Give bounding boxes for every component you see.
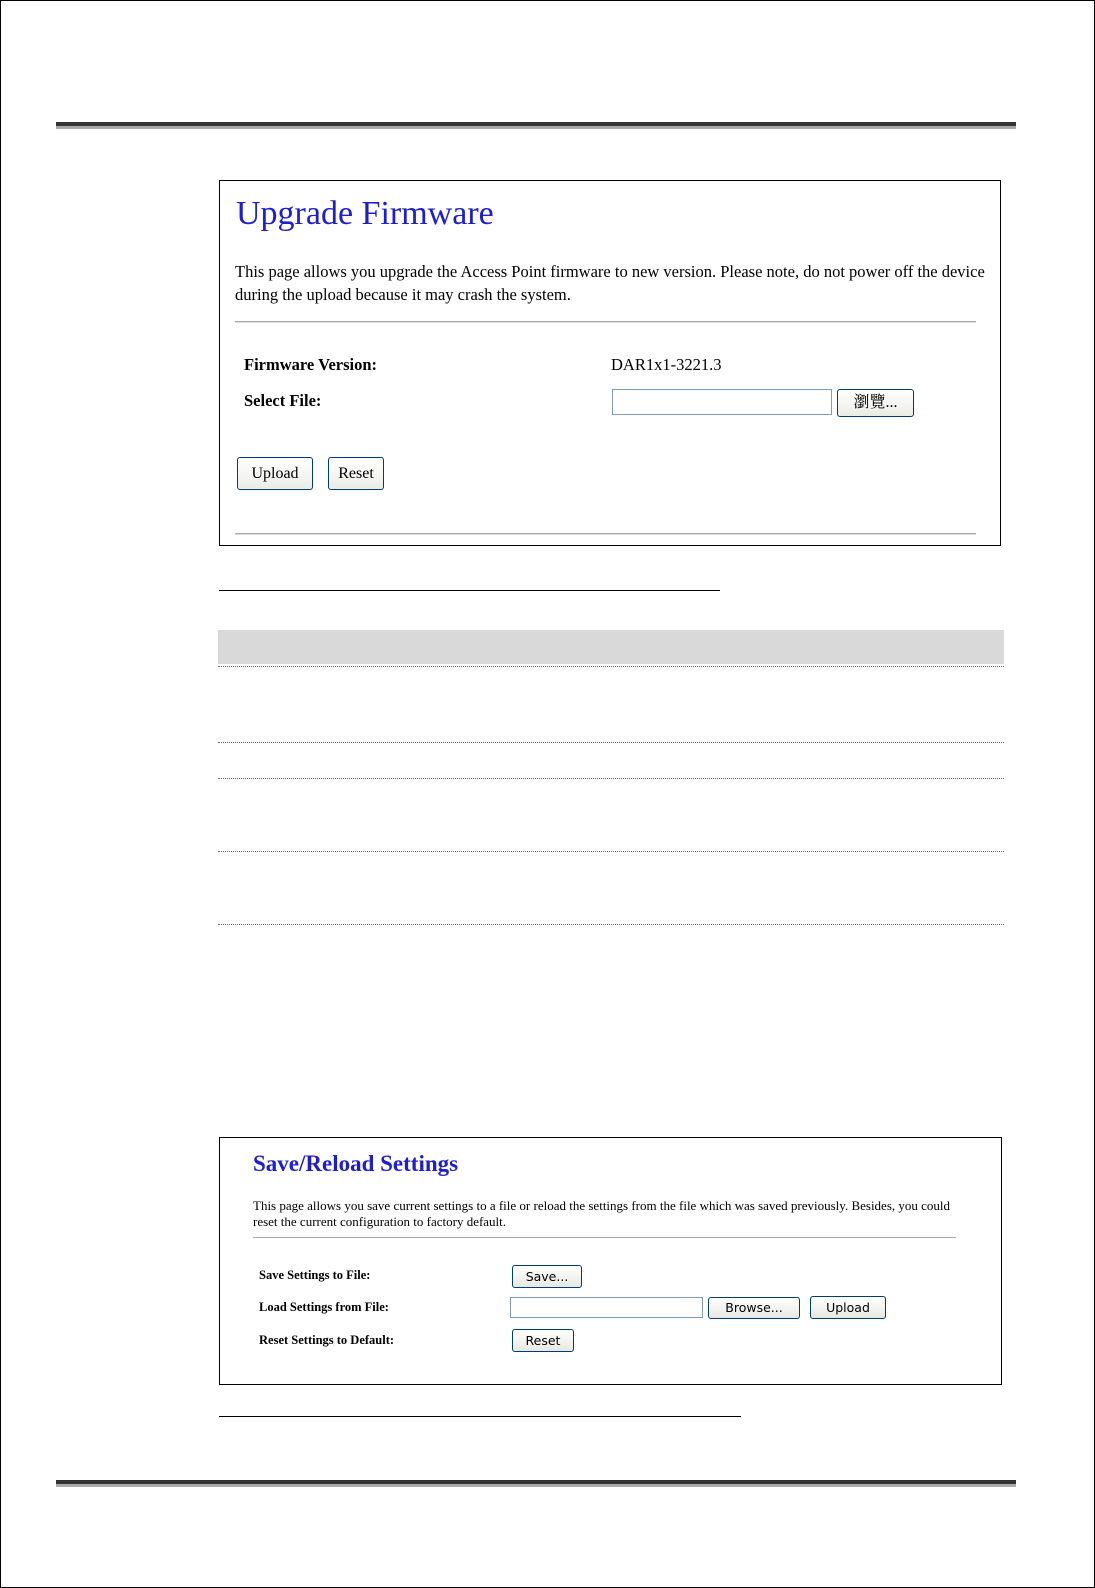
divider	[253, 1237, 956, 1238]
save-reload-screenshot	[219, 1137, 1002, 1385]
page-title: Save/Reload Settings	[253, 1151, 459, 1176]
upload-button[interactable]: Upload	[810, 1296, 886, 1319]
save-settings-label: Save Settings to File:	[259, 1268, 371, 1282]
file-input[interactable]	[510, 1297, 703, 1318]
page-description: This page allows you save current settings to a file or reload the settings from the file which was saved previously. Besides, you could reset the current configuration to factory default.	[253, 1198, 951, 1229]
table-row-divider	[218, 742, 1004, 743]
table-row-divider	[218, 851, 1004, 852]
table-row-divider	[218, 924, 1004, 925]
reset-settings-label: Reset Settings to Default:	[259, 1333, 395, 1347]
file-input[interactable]	[612, 389, 832, 415]
reset-button[interactable]: Reset	[328, 457, 384, 490]
table-row-divider	[218, 778, 1004, 779]
reset-button[interactable]: Reset	[512, 1329, 574, 1352]
header-rule	[56, 122, 1016, 129]
divider	[235, 321, 976, 323]
firmware-version-label: Firmware Version:	[244, 355, 378, 374]
save-button[interactable]: Save...	[512, 1265, 582, 1288]
firmware-version-value: DAR1x1-3221.3	[611, 355, 722, 374]
footer-rule	[56, 1480, 1016, 1487]
caption-underline	[219, 590, 720, 591]
table-header	[218, 630, 1004, 664]
upgrade-firmware-screenshot	[219, 180, 1001, 546]
upload-button[interactable]: Upload	[237, 457, 313, 490]
table-row-divider	[218, 666, 1004, 667]
page-description: This page allows you upgrade the Access Point firmware to new version. Please note, do not power off the device during the upload because it may crash the system.	[235, 262, 985, 304]
load-settings-label: Load Settings from File:	[259, 1300, 389, 1314]
select-file-label: Select File:	[244, 391, 322, 410]
browse-button[interactable]: 瀏覽...	[837, 389, 914, 417]
page-title: Upgrade Firmware	[236, 195, 494, 232]
browse-button[interactable]: Browse...	[708, 1297, 800, 1319]
divider-bottom	[235, 533, 976, 535]
caption-underline	[219, 1416, 741, 1417]
